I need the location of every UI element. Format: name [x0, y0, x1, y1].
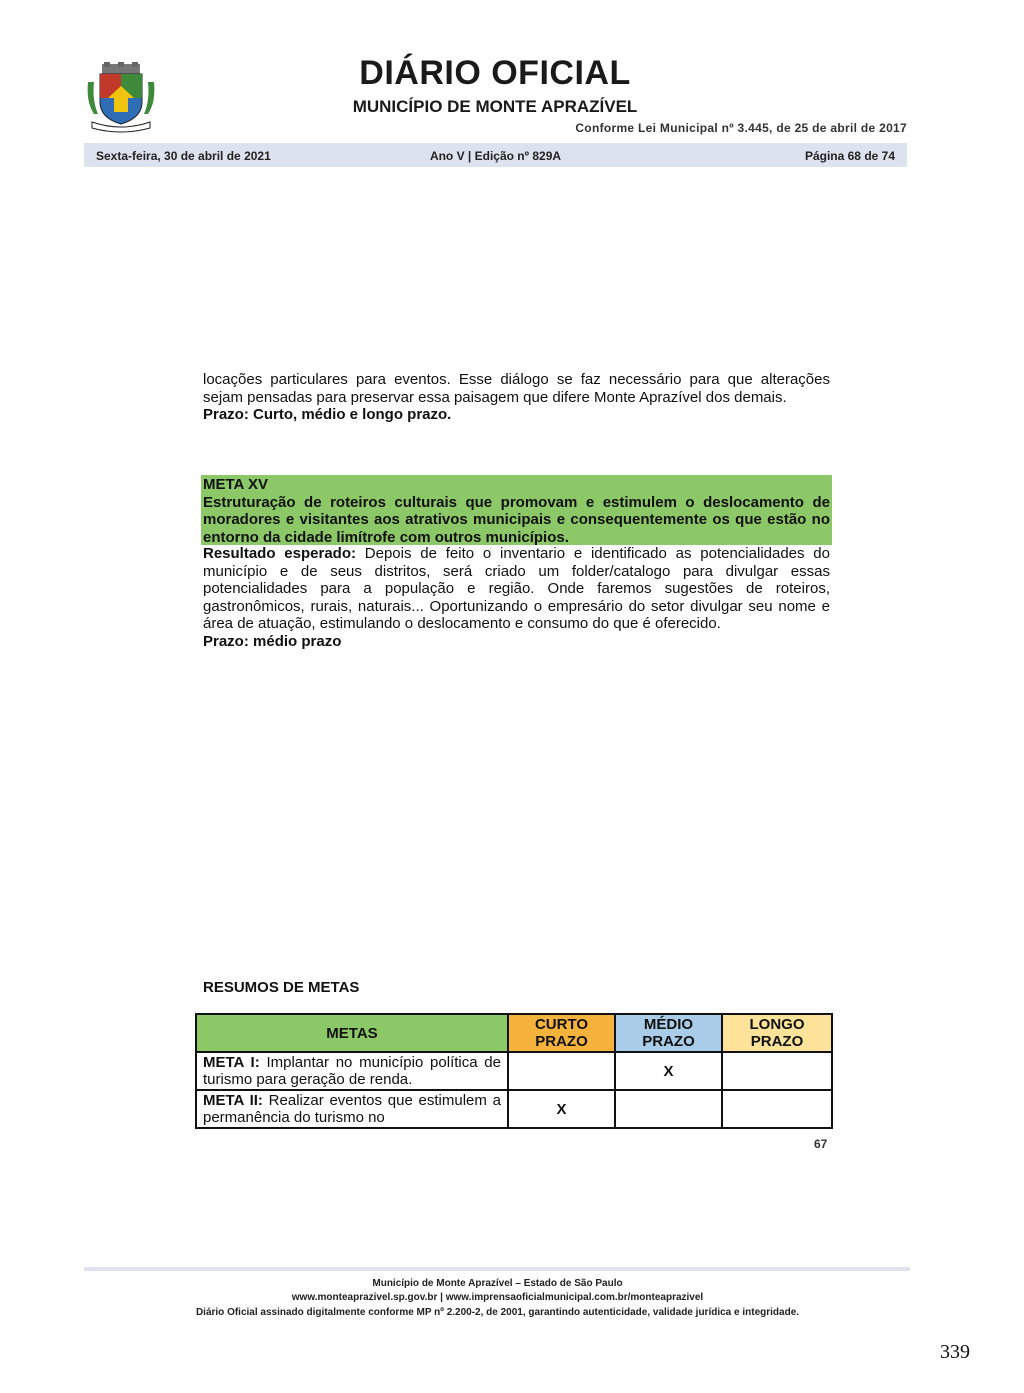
table-header-row [196, 1014, 832, 1052]
intro-paragraph: locações particulares para eventos. Esse diálogo se faz necessário para que alterações sejam pensadas para preservar essa paisagem que difere Monte Aprazível dos demais. [203, 371, 830, 406]
cell-longo [722, 1090, 832, 1128]
row-goal-label: META I: [203, 1054, 260, 1071]
goals-summary-table [195, 1013, 833, 1129]
cell-medio [615, 1090, 722, 1128]
cell-medio: X [615, 1052, 722, 1090]
meta-xv-block [203, 476, 830, 546]
meta-xv-title: META XV [203, 476, 269, 493]
row-goal-text: Implantar no município política de turismo para geração de renda. [203, 1054, 501, 1088]
issue-date: Sexta-feira, 30 de abril de 2021 [96, 149, 271, 163]
row-goal-text: Realizar eventos que estimulem a permanência do turismo no [203, 1092, 501, 1126]
table-row [196, 1090, 832, 1128]
resultado-label: Resultado esperado: [203, 545, 356, 562]
scan-page-number: 339 [940, 1341, 970, 1363]
municipality-subtitle: MUNICÍPIO DE MONTE APRAZÍVEL [352, 97, 638, 116]
edition-info-bar [84, 143, 907, 167]
footer-municipality: Município de Monte Aprazível – Estado de São Paulo [372, 1278, 623, 1289]
resultado-text: Depois de feito o inventario e identificado as potencialidades do município e de seus distritos, será criado um folder/catalogo para divulgar essas potencialidades para a população e região. Onde faremos sugestões de roteiros, gastronômicos, rurais, naturais... Oportunizando o empresário do setor divulgar seu nome e área de atuação, estimulando o deslocamento e consumo do que é oferecido. [203, 545, 830, 632]
row-goal-description [196, 1052, 508, 1090]
row-goal-label: META II: [203, 1092, 263, 1109]
cell-curto: X [508, 1090, 615, 1128]
prazo-statement-2: Prazo: médio prazo [203, 632, 342, 650]
header-metas: METAS [196, 1014, 508, 1052]
intro-paragraph-block [203, 371, 830, 424]
law-reference: Conforme Lei Municipal nº 3.445, de 25 de abril de 2017 [575, 121, 907, 135]
newspaper-title: DIÁRIO OFICIAL [359, 54, 631, 92]
prazo-statement: Prazo: Curto, médio e longo prazo. [203, 406, 452, 423]
cell-longo [722, 1052, 832, 1090]
cell-curto [508, 1052, 615, 1090]
row-goal-description [196, 1090, 508, 1128]
footer-websites: www.monteaprazivel.sp.gov.br | www.imprensaoficialmunicipal.com.br/monteaprazivel [291, 1292, 704, 1303]
page-indicator: Página 68 de 74 [804, 149, 895, 163]
header-medio-prazo: MÉDIO PRAZO [615, 1014, 722, 1052]
meta-xv-description: Estruturação de roteiros culturais que promovam e estimulem o deslocamento de moradores e visitantes aos atrativos municipais e consequentemente os que estão no entorno da cidade limítrofe com outros municípios. [203, 493, 830, 546]
table-row [196, 1052, 832, 1090]
summary-section-title: RESUMOS DE METAS [203, 979, 360, 996]
footer-divider [84, 1267, 910, 1271]
document-page-number: 67 [814, 1137, 828, 1151]
header-curto-prazo: CURTO PRAZO [508, 1014, 615, 1052]
header-longo-prazo: LONGO PRAZO [722, 1014, 832, 1052]
resultado-block [203, 545, 830, 650]
edition-number: Ano V | Edição nº 829A [429, 149, 562, 163]
footer-signature-note: Diário Oficial assinado digitalmente conforme MP nº 2.200-2, de 2001, garantindo autenticidade, validade jurídica e integridade. [195, 1307, 800, 1318]
